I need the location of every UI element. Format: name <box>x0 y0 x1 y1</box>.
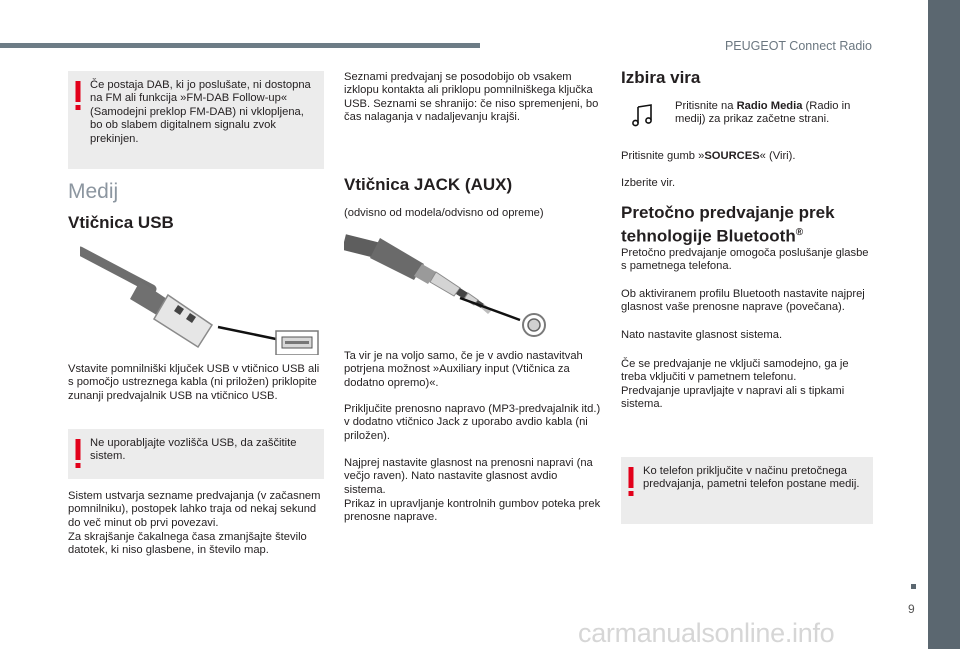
playlist-update-text: Seznami predvajanj se posodobijo ob vsakem izklopu kontakta ali priklopu pomnilniškega ključka USB. Seznami se shranijo: če niso spremenjeni, bo čas nalaganja v nadaljevanju krajši. <box>344 71 599 124</box>
watermark: carmanualsonline.info <box>578 618 835 648</box>
note-text: Ko telefon priključite v načinu pretočnega predvajanja, pametni telefon postane medij. <box>643 465 860 491</box>
header-title: PEUGEOT Connect Radio <box>724 39 872 53</box>
jack-availability: (odvisno od modela/odvisno od opreme) <box>344 207 544 219</box>
select-source-text: Izberite vir. <box>621 177 676 189</box>
warning-note-streaming <box>621 457 873 524</box>
bluetooth-system-volume: Nato nastavite glasnost sistema. <box>621 329 783 341</box>
usb-instructions: Vstavite pomnilniški ključek USB v vtičnico USB ali s pomočjo ustreznega kabla (ni priložen) priklopite zunanji predvajalnik USB na vtičnico USB. <box>68 363 320 402</box>
source-heading: Izbira vira <box>621 68 701 87</box>
warning-note-dab <box>68 71 324 169</box>
warning-exclamation-icon <box>74 439 88 469</box>
bluetooth-heading: Pretočno predvajanje prek tehnologije Bluetooth® <box>621 203 835 246</box>
usb-illustration <box>80 243 320 355</box>
page-number: 9 <box>908 602 915 616</box>
sources-label: SOURCES <box>704 150 760 162</box>
usb-heading: Vtičnica USB <box>68 213 174 232</box>
warning-exclamation-icon <box>627 467 641 497</box>
radio-media-instruction: Pritisnite na Radio Media (Radio in medij) za prikaz začetne strani. <box>675 100 851 126</box>
playlist-info: Sistem ustvarja sezname predvajanja (v začasnem pomnilniku), postopek lahko traja od nekaj sekund do več minut ob prvi povezavi. <box>68 490 321 529</box>
warning-exclamation-icon <box>74 81 88 111</box>
jack-plug-icon <box>344 228 550 340</box>
warning-note-usb-hub <box>68 429 324 479</box>
jack-volume: Najprej nastavite glasnost na prenosni napravi (na večjo raven). Nato nastavite glasnost avdio sistema. <box>344 457 593 496</box>
note-text: Ne uporabljajte vozlišča USB, da zaščitite sistem. <box>90 437 297 463</box>
section-title: Medij <box>68 180 119 203</box>
header-rule <box>0 43 480 48</box>
note-text: Če postaja DAB, ki jo poslušate, ni dostopna na FM ali funkcija »FM-DAB Follow-up« (Samodejni preklop FM-DAB) ni vklopljena, bo ob slabem digitalnem signalu zvok prekinjen. <box>90 79 311 145</box>
page-edge-bar <box>928 0 960 649</box>
sources-instruction: Pritisnite gumb »SOURCES« (Viri). <box>621 150 796 162</box>
bluetooth-intro: Pretočno predvajanje omogoča poslušanje glasbe s pametnega telefona. <box>621 247 869 273</box>
jack-illustration <box>344 228 550 340</box>
bluetooth-autoplay: Če se predvajanje ne vključi samodejno, ga je treba vključiti v pametnem telefonu. <box>621 358 849 384</box>
radio-media-label: Radio Media <box>736 100 803 112</box>
music-note-icon <box>631 103 655 127</box>
bluetooth-volume: Ob aktiviranem profilu Bluetooth nastavite najprej glasnost vaše prenosne naprave (povečana). <box>621 288 865 314</box>
usb-plug-icon <box>80 243 320 355</box>
jack-condition: Ta vir je na voljo samo, če je v avdio nastavitvah potrjena možnost »Auxiliary input (Vtičnica za dodatno opremo)«. <box>344 350 583 389</box>
playlist-tip: Za skrajšanje čakalnega časa zmanjšajte število datotek, ki niso glasbene, in število map. <box>68 531 307 557</box>
jack-controls: Prikaz in upravljanje kontrolnih gumbov poteka prek prenosne naprave. <box>344 498 601 524</box>
page-marker <box>911 584 916 589</box>
bluetooth-control: Predvajanje upravljajte v napravi ali s tipkami sistema. <box>621 385 845 411</box>
jack-connect: Priključite prenosno napravo (MP3-predvajalnik itd.) v dodatno vtičnico Jack z uporabo avdio kabla (ni priložen). <box>344 403 601 442</box>
jack-heading: Vtičnica JACK (AUX) <box>344 175 513 194</box>
